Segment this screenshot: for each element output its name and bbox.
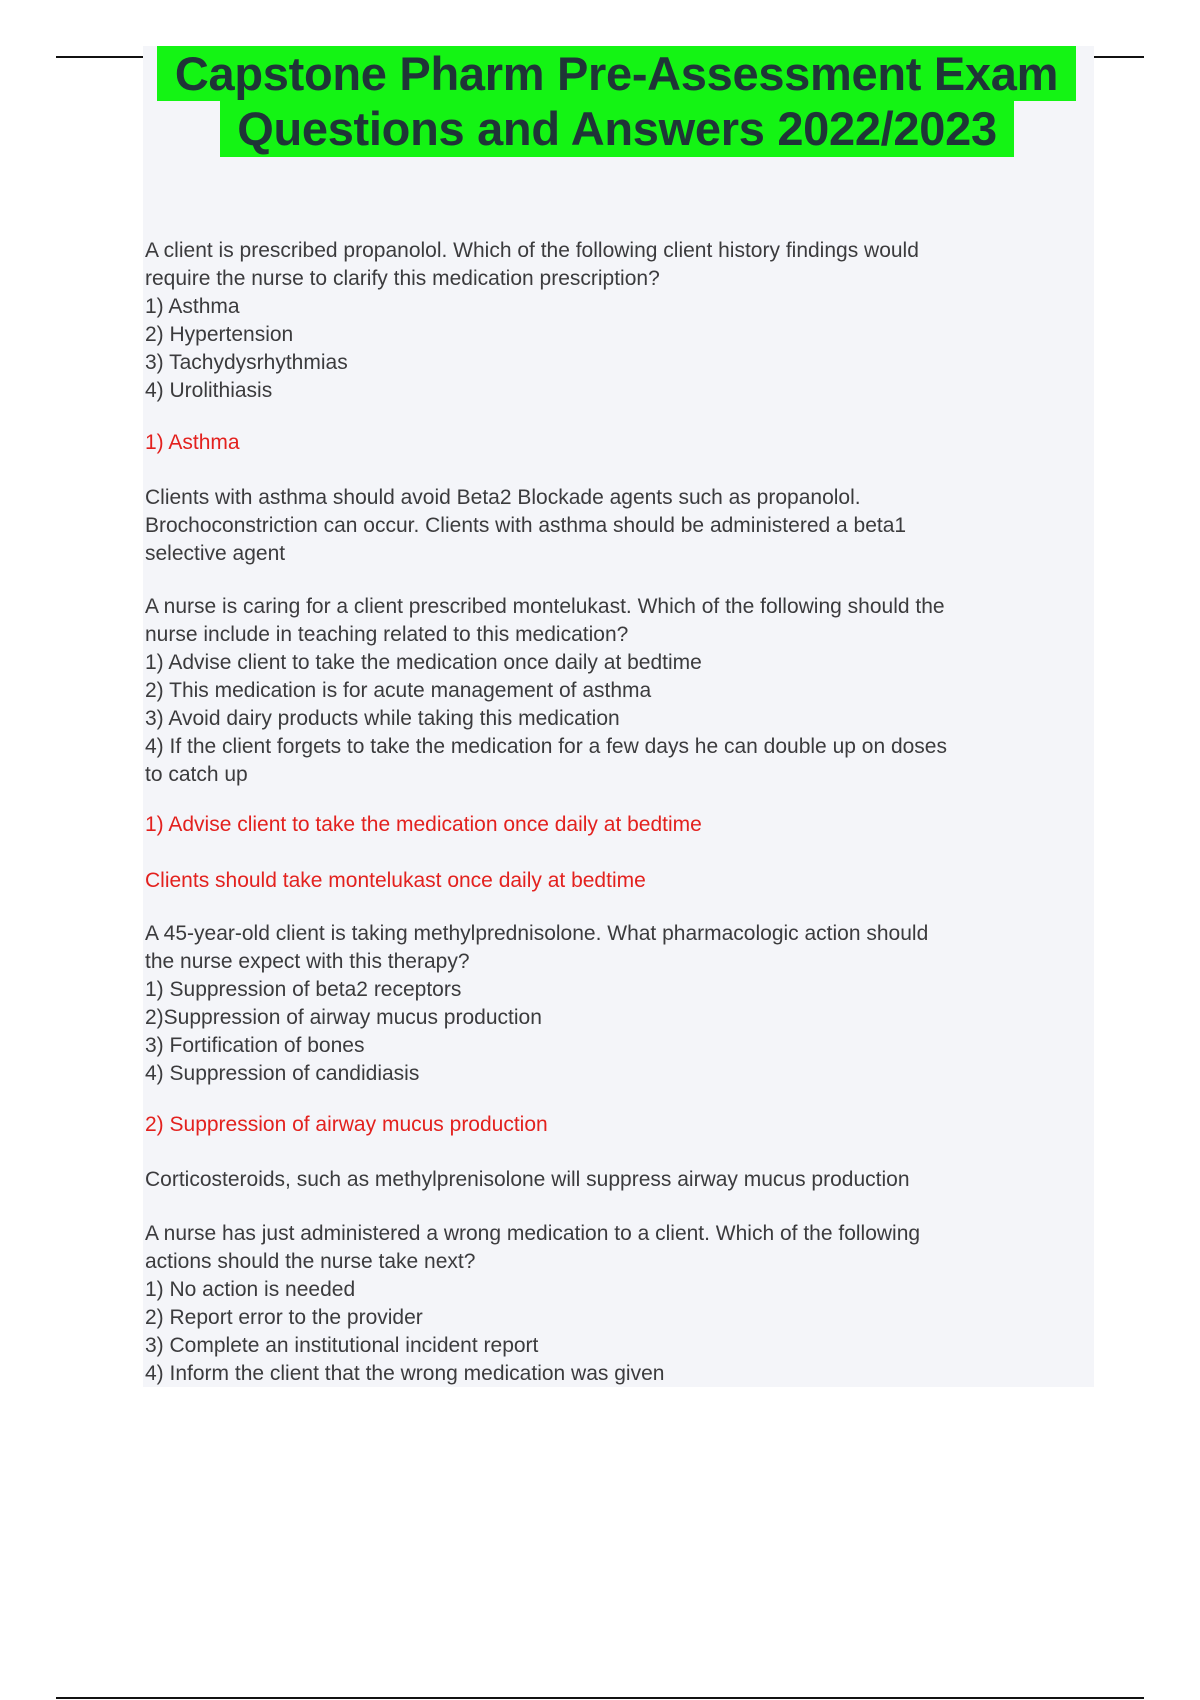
question-2 — [145, 593, 947, 789]
option: 2)Suppression of airway mucus production — [145, 1006, 542, 1029]
answer-1: 1) Asthma — [145, 431, 240, 454]
question-text: nurse include in teaching related to this medication? — [145, 623, 629, 646]
option: 2) Report error to the provider — [145, 1306, 423, 1329]
option: to catch up — [145, 763, 248, 786]
title-line-1: Capstone Pharm Pre-Assessment Exam — [157, 46, 1076, 101]
option: 4) Inform the client that the wrong medication was given — [145, 1362, 665, 1385]
option: 1) Suppression of beta2 receptors — [145, 978, 462, 1001]
option: 4) Urolithiasis — [145, 379, 273, 402]
question-4 — [145, 1220, 920, 1388]
header-rule-right — [1094, 56, 1144, 58]
option: 3) Tachydysrhythmias — [145, 351, 348, 374]
question-text: require the nurse to clarify this medication prescription? — [145, 267, 660, 290]
option: 1) Advise client to take the medication once daily at bedtime — [145, 651, 702, 674]
option: 1) No action is needed — [145, 1278, 356, 1301]
rationale-3: Corticosteroids, such as methylprenisolone will suppress airway mucus production — [145, 1168, 910, 1191]
rationale-line: Clients with asthma should avoid Beta2 Blockade agents such as propanolol. — [145, 486, 861, 509]
header-rule-left — [56, 56, 143, 58]
option: 2) This medication is for acute management of asthma — [145, 679, 652, 702]
rationale-line: selective agent — [145, 542, 286, 565]
question-text: A nurse is caring for a client prescribed montelukast. Which of the following should the — [145, 595, 945, 618]
answer-2: 1) Advise client to take the medication once daily at bedtime — [145, 813, 702, 836]
option: 4) Suppression of candidiasis — [145, 1062, 420, 1085]
question-3 — [145, 920, 928, 1088]
question-text: A 45-year-old client is taking methylprednisolone. What pharmacologic action should — [145, 922, 929, 945]
option: 3) Avoid dairy products while taking this medication — [145, 707, 620, 730]
question-text: actions should the nurse take next? — [145, 1250, 476, 1273]
rationale-line: Brochoconstriction can occur. Clients with asthma should be administered a beta1 — [145, 514, 907, 537]
answer-3: 2) Suppression of airway mucus production — [145, 1113, 548, 1136]
question-text: the nurse expect with this therapy? — [145, 950, 470, 973]
question-text: A client is prescribed propanolol. Which of the following client history findings would — [145, 239, 919, 262]
question-1 — [145, 237, 919, 405]
option: 1) Asthma — [145, 295, 240, 318]
rationale-2: Clients should take montelukast once daily at bedtime — [145, 869, 646, 892]
question-text: A nurse has just administered a wrong medication to a client. Which of the following — [145, 1222, 921, 1245]
option: 2) Hypertension — [145, 323, 294, 346]
option: 3) Fortification of bones — [145, 1034, 365, 1057]
title-line-2: Questions and Answers 2022/2023 — [220, 101, 1014, 157]
option: 3) Complete an institutional incident report — [145, 1334, 539, 1357]
rationale-1 — [145, 484, 906, 568]
option: 4) If the client forgets to take the medication for a few days he can double up on doses — [145, 735, 947, 758]
footer-rule — [56, 1697, 1144, 1699]
